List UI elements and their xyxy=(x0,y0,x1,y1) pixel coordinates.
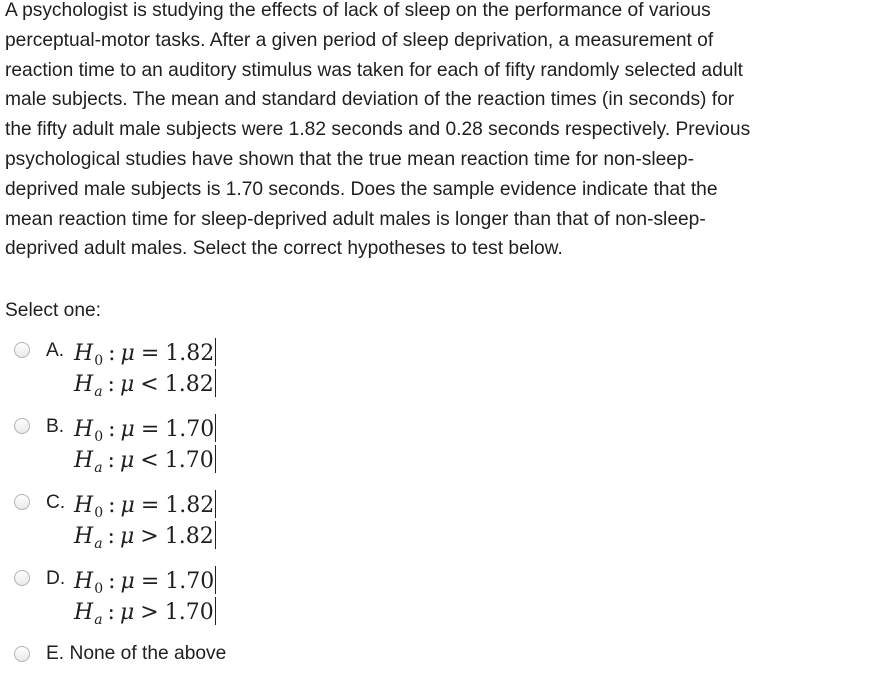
option-letter: E. xyxy=(46,643,65,664)
question-line: reaction time to an auditory stimulus was taken for each of fifty randomly selected adult xyxy=(5,59,744,81)
alternative-hypothesis: $H_a$ : μ < 1.82 xyxy=(74,369,216,400)
question-line: mean reaction time for sleep-deprived adult males is longer than that of non-sleep- xyxy=(5,208,706,230)
radio-option-c[interactable] xyxy=(14,494,30,510)
option-text: None of the above xyxy=(69,643,227,664)
text-caret xyxy=(215,445,216,473)
text-caret xyxy=(215,490,216,518)
option-letter: D. xyxy=(46,568,66,589)
question-line: deprived male subjects is 1.70 seconds. Does the sample evidence indicate that the xyxy=(5,178,718,200)
alternative-hypothesis: $H_a$ : μ < 1.70 xyxy=(74,445,216,476)
question-line: A psychologist is studying the effects of lack of sleep on the performance of various xyxy=(5,0,711,21)
question-line: perceptual-motor tasks. After a given period of sleep deprivation, a measurement of xyxy=(5,29,714,51)
question-line: male subjects. The mean and standard deviation of the reaction times (in seconds) for xyxy=(5,89,735,111)
text-caret xyxy=(215,597,216,625)
radio-option-a[interactable] xyxy=(14,342,30,358)
text-caret xyxy=(215,414,216,442)
text-caret xyxy=(215,369,216,397)
radio-option-d[interactable] xyxy=(14,570,30,586)
null-hypothesis: $H_0$ : μ = 1.82 xyxy=(74,490,216,521)
text-caret xyxy=(215,338,216,366)
option-letter: C. xyxy=(46,492,66,513)
radio-option-b[interactable] xyxy=(14,418,30,434)
alternative-hypothesis: $H_a$ : μ > 1.82 xyxy=(74,521,216,552)
question-line: the fifty adult male subjects were 1.82 seconds and 0.28 seconds respectively. Previous xyxy=(5,119,751,141)
select-one-prompt: Select one: xyxy=(5,300,102,321)
alternative-hypothesis: $H_a$ : μ > 1.70 xyxy=(74,597,216,628)
text-caret xyxy=(215,566,216,594)
text-caret xyxy=(215,521,216,549)
question-line: deprived adult males. Select the correct hypotheses to test below. xyxy=(5,238,563,260)
option-e-label xyxy=(46,642,226,666)
question-line: psychological studies have shown that the true mean reaction time for non-sleep- xyxy=(5,148,694,170)
null-hypothesis: $H_0$ : μ = 1.70 xyxy=(74,414,216,445)
null-hypothesis: $H_0$ : μ = 1.70 xyxy=(74,566,216,597)
option-letter: A. xyxy=(46,340,65,361)
radio-option-e[interactable] xyxy=(14,646,30,662)
option-letter: B. xyxy=(46,416,65,437)
null-hypothesis: $H_0$ : μ = 1.82 xyxy=(74,338,216,369)
